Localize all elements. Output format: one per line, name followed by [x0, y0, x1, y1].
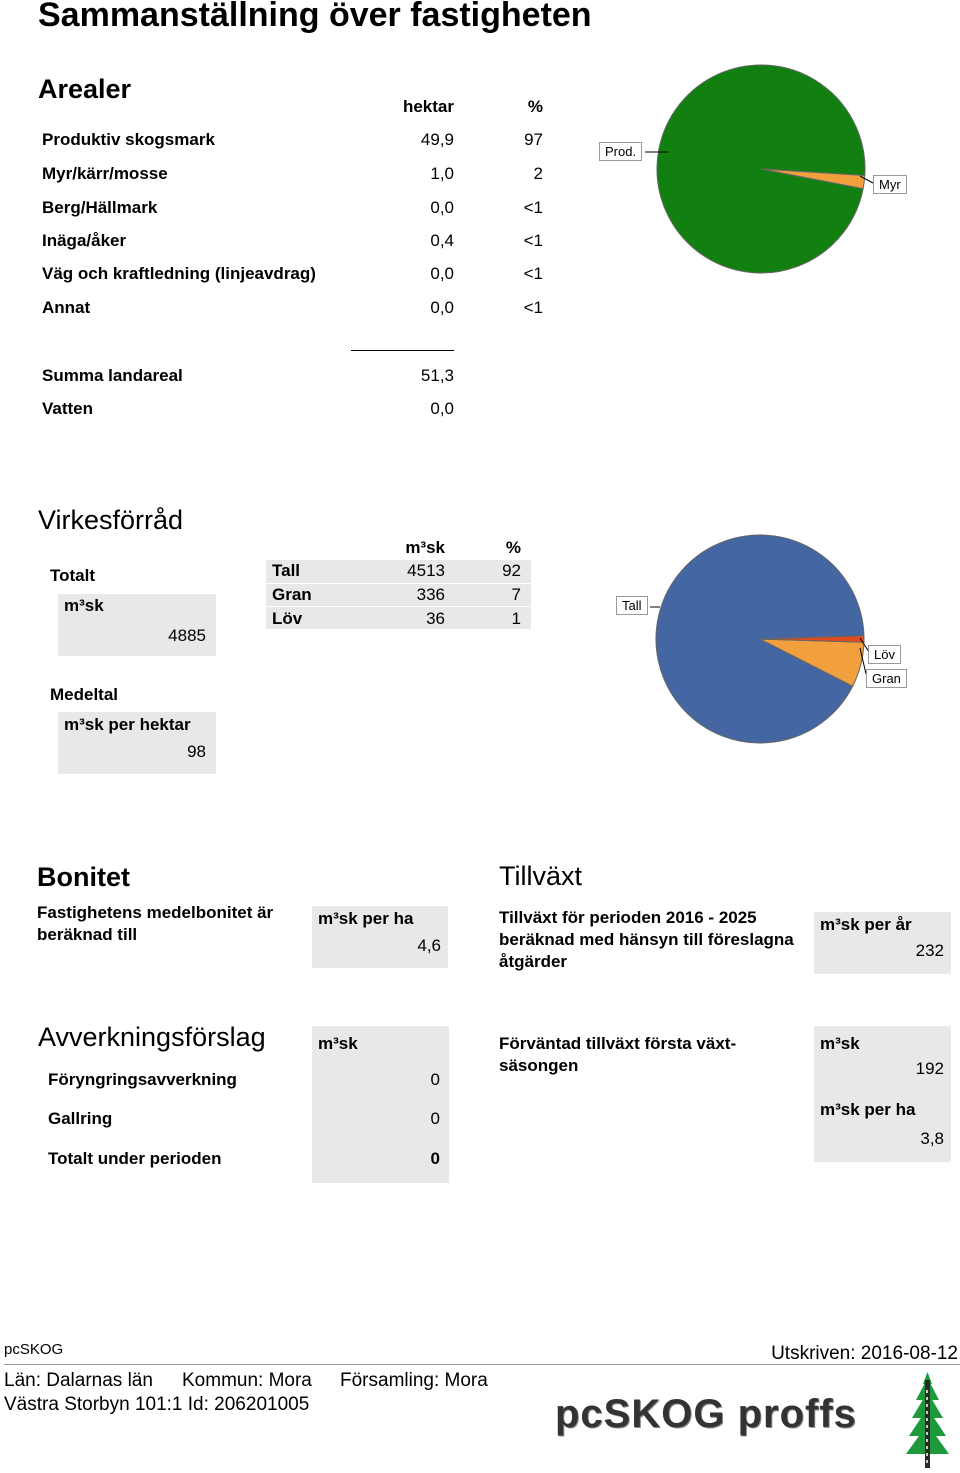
virke-row-label: Tall	[272, 561, 301, 580]
footer-forsamling: Församling: Mora	[340, 1370, 488, 1391]
summa-value: 51,3	[420, 366, 454, 385]
arealer-row-pct: <1	[523, 264, 543, 283]
forvantad-unit1: m³sk	[820, 1034, 860, 1053]
summa-label: Summa landareal	[42, 366, 183, 385]
pie-label-myr: Myr	[873, 175, 907, 194]
forvantad-value2: 3,8	[920, 1129, 944, 1148]
medeltal-value: 98	[187, 742, 206, 761]
pie-label-tall: Tall	[616, 596, 648, 615]
forvantad-unit2: m³sk per ha	[820, 1100, 916, 1119]
pie-label-prod: Prod.	[599, 142, 642, 161]
arealer-row-label: Annat	[42, 298, 91, 317]
vatten-label: Vatten	[42, 399, 94, 418]
tillvaxt-value: 232	[915, 941, 944, 960]
arealer-row-pct: <1	[523, 198, 543, 217]
arealer-col-hektar: hektar	[402, 97, 454, 116]
virke-row-m3sk: 4513	[407, 561, 445, 580]
avverkning-heading: Avverkningsförslag	[38, 1022, 266, 1052]
footer-fastighet: Västra Storbyn 101:1 Id: 206201005	[4, 1394, 310, 1415]
virke-row-label: Gran	[272, 585, 312, 604]
bonitet-heading: Bonitet	[37, 862, 130, 892]
footer-lan: Län: Dalarnas län	[4, 1370, 153, 1391]
arealer-row-hektar: 49,9	[420, 130, 454, 149]
avverkning-value: 0	[430, 1109, 440, 1128]
medeltal-unit: m³sk per hektar	[64, 715, 191, 734]
footer-app: pcSKOG	[4, 1341, 64, 1358]
sum-divider	[351, 350, 454, 351]
arealer-row-pct: <1	[523, 298, 543, 317]
virke-row-pct: 7	[511, 585, 521, 604]
arealer-pie-chart	[560, 55, 960, 285]
pie-label-gran: Gran	[866, 669, 907, 688]
totalt-box	[58, 594, 216, 656]
arealer-row-hektar: 0,0	[430, 298, 454, 317]
arealer-row-pct: 97	[524, 130, 543, 149]
arealer-row-hektar: 0,0	[430, 264, 454, 283]
arealer-row-label: Myr/kärr/mosse	[42, 164, 168, 183]
page-title: Sammanställning över fastigheten	[38, 0, 592, 34]
tillvaxt-unit: m³sk per år	[820, 915, 912, 934]
forvantad-box	[814, 1026, 951, 1162]
arealer-row-hektar: 1,0	[430, 164, 454, 183]
virke-col-m3sk: m³sk	[405, 538, 445, 557]
totalt-value: 4885	[168, 626, 206, 645]
arealer-row-hektar: 0,4	[430, 231, 454, 250]
tree-logo-icon	[905, 1370, 950, 1470]
arealer-row-pct: <1	[523, 231, 543, 250]
bonitet-text: Fastighetens medelbonitet är beräknad till	[37, 903, 274, 944]
avverkning-label: Gallring	[48, 1109, 113, 1128]
virke-row-m3sk: 336	[416, 585, 445, 604]
arealer-heading: Arealer	[38, 74, 132, 104]
virke-row-pct: 1	[511, 609, 521, 628]
vatten-value: 0,0	[430, 399, 454, 418]
footer-utskriven: Utskriven: 2016-08-12	[771, 1343, 958, 1364]
tillvaxt-heading: Tillväxt	[499, 861, 583, 891]
virke-col-pct: %	[505, 538, 521, 557]
tillvaxt-text: Tillväxt för perioden 2016 - 2025 beräknad med hänsyn till föreslagna åtgärder	[499, 908, 794, 971]
bonitet-box	[312, 906, 448, 968]
virke-row-label: Löv	[272, 609, 303, 628]
medeltal-label: Medeltal	[50, 685, 119, 704]
arealer-row-pct: 2	[533, 164, 543, 183]
totalt-unit: m³sk	[64, 596, 104, 615]
totalt-label: Totalt	[50, 566, 96, 585]
footer-divider	[4, 1364, 960, 1365]
arealer-row-hektar: 0,0	[430, 198, 454, 217]
avverkning-value: 0	[430, 1149, 440, 1168]
arealer-row-label: Produktiv skogsmark	[42, 130, 215, 149]
forvantad-text: Förväntad tillväxt första växt-säsongen	[499, 1034, 737, 1075]
bonitet-unit: m³sk per ha	[318, 909, 414, 928]
pcskog-logo: pcSKOG proffs	[555, 1392, 857, 1436]
avverkning-value: 0	[430, 1070, 440, 1089]
avverkning-label: Totalt under perioden	[48, 1149, 222, 1168]
footer-kommun: Kommun: Mora	[182, 1370, 312, 1391]
arealer-col-pct: %	[527, 97, 543, 116]
arealer-row-label: Berg/Hällmark	[42, 198, 158, 217]
avverkning-unit: m³sk	[318, 1034, 358, 1053]
arealer-row-label: Väg och kraftledning (linjeavdrag)	[42, 264, 316, 283]
forvantad-value1: 192	[915, 1059, 944, 1078]
virke-row-pct: 92	[502, 561, 521, 580]
medeltal-box	[58, 712, 216, 774]
tillvaxt-box	[814, 912, 951, 974]
avverkning-label: Föryngringsavverkning	[48, 1070, 237, 1089]
virke-table	[266, 560, 531, 629]
pie-label-lov: Löv	[868, 645, 901, 664]
bonitet-value: 4,6	[417, 936, 441, 955]
virkesforrad-heading: Virkesförråd	[38, 505, 184, 535]
avverkning-box	[312, 1026, 449, 1183]
arealer-row-label: Inäga/åker	[42, 231, 127, 250]
virke-row-m3sk: 36	[426, 609, 445, 628]
